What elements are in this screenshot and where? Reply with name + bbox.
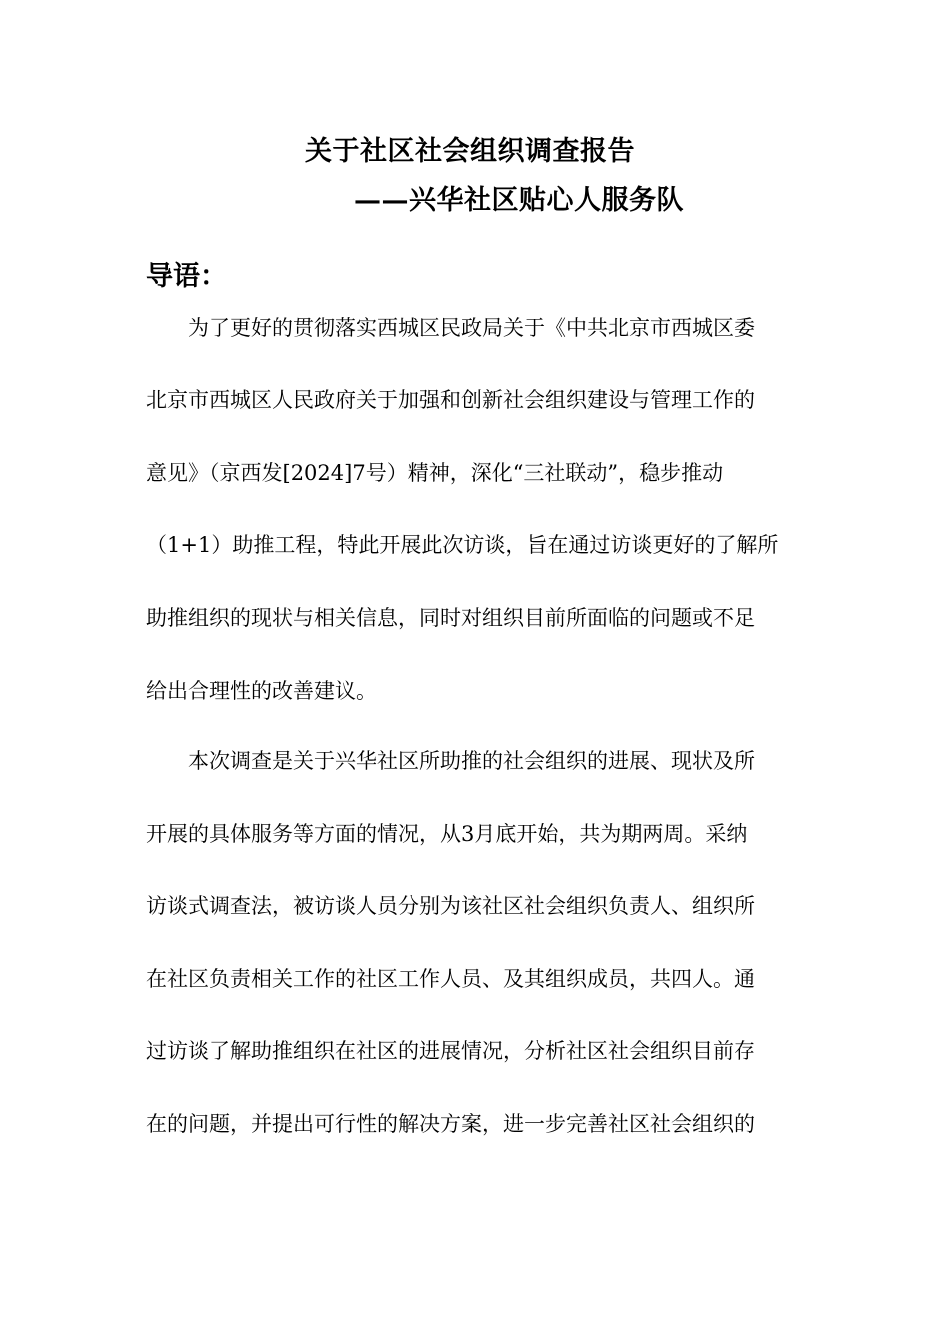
section-heading: 导语： — [146, 261, 227, 292]
paragraph-1-line-6: 给出合理性的改善建议。 — [146, 679, 377, 703]
paragraph-2-line-6: 在的问题，并提出可行性的解决方案，进一步完善社区社会组织的 — [146, 1112, 755, 1136]
paragraph-1-line-3: 意见》（京西发[2024]7号）精神，深化“三社联动”，稳步推动 — [146, 461, 724, 485]
paragraph-1-line-2: 北京市西城区人民政府关于加强和创新社会组织建设与管理工作的 — [146, 388, 755, 412]
paragraph-2-line-1: 本次调查是关于兴华社区所助推的社会组织的进展、现状及所 — [188, 749, 755, 773]
paragraph-1-line-5: 助推组织的现状与相关信息，同时对组织目前所面临的问题或不足 — [146, 606, 755, 630]
document-subtitle: ——兴华社区贴心人服务队 — [354, 185, 684, 216]
paragraph-2-line-2: 开展的具体服务等方面的情况，从3月底开始，共为期两周。采纳 — [146, 822, 748, 846]
paragraph-2-line-5: 过访谈了解助推组织在社区的进展情况，分析社区社会组织目前存 — [146, 1039, 755, 1063]
paragraph-2-line-3: 访谈式调查法，被访谈人员分别为该社区社会组织负责人、组织所 — [146, 894, 755, 918]
paragraph-2-line-4: 在社区负责相关工作的社区工作人员、及其组织成员，共四人。通 — [146, 967, 755, 991]
document-title: 关于社区社会组织调查报告 — [305, 136, 635, 167]
paragraph-1-line-4: （1+1）助推工程，特此开展此次访谈，旨在通过访谈更好的了解所 — [146, 533, 779, 557]
paragraph-1-line-1: 为了更好的贯彻落实西城区民政局关于《中共北京市西城区委 — [188, 316, 755, 340]
